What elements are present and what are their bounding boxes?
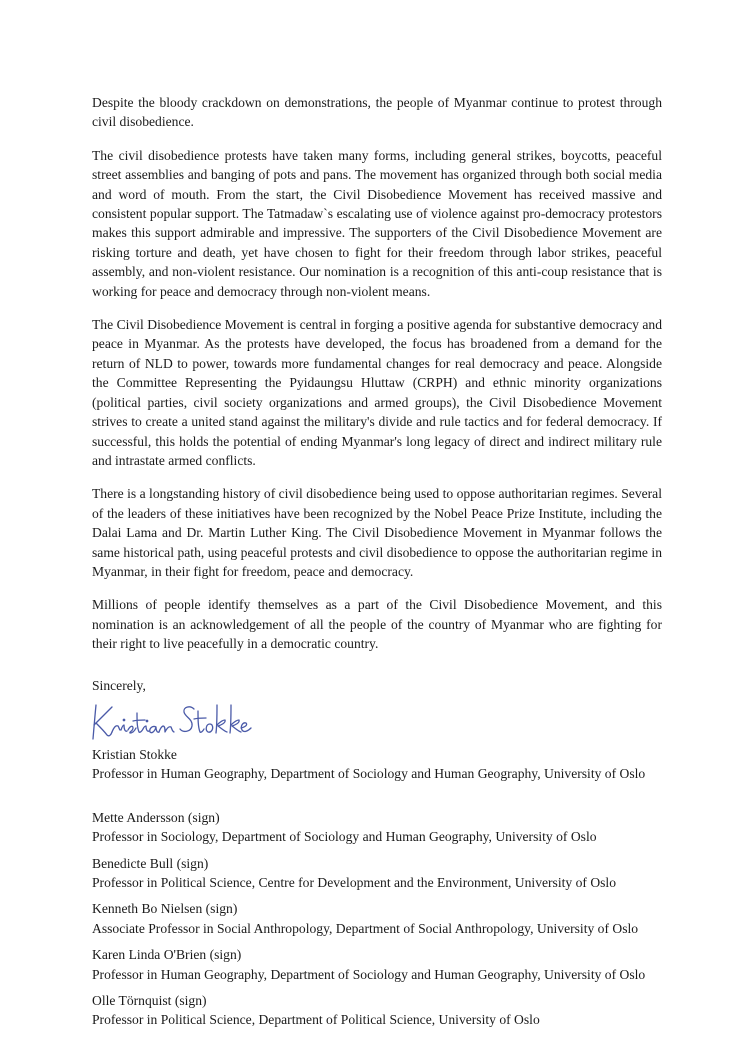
signer-title: Professor in Political Science, Department of Political Science, University of Oslo (92, 1012, 540, 1028)
signer-name: Mette Andersson (sign) (92, 809, 220, 825)
signer-title: Professor in Political Science, Centre for Development and the Environment, University of Oslo (92, 875, 616, 890)
paragraph-protest-forms: The civil disobedience protests have taken many forms, including general strikes, boycotts, peaceful street assemblies and banging of pots and pans. The movement has organized through both social media and word of mouth. From the start, the Civil Disobedience Movement has received massive and consistent popular support. The Tatmadaw`s escalating use of violence against pro-democracy protestors makes this support admirable and impressive. The supporters of the Civil Disobedience Movement are risking torture and death, yet have chosen to fight for their freedom through labor strikes, peaceful assembly, and non-violent resistance. Our nomination is a recognition of this anti-coup resistance that is working for peace and democracy through non-violent means. (92, 147, 662, 299)
signer-name: Benedicte Bull (sign) (92, 855, 209, 871)
signer-name: Karen Linda O'Brien (sign) (92, 947, 242, 963)
cosigner (92, 808, 662, 847)
signer-name: Olle Törnquist (sign) (92, 993, 207, 1009)
closing-salutation: Sincerely, (92, 677, 146, 693)
cosigner (92, 899, 662, 938)
cosigner (92, 945, 662, 984)
cosigner-list (92, 808, 662, 1030)
paragraph-positive-agenda: The Civil Disobedience Movement is central in forging a positive agenda for substantive democracy and peace in Myanmar. As the protests have developed, the focus has broadened from a demand for the return of NLD to power, towards more fundamental changes for real democracy and peace. Alongside the Committee Representing the Pyidaungsu Hluttaw (CRPH) and ethnic minority organizations (political parties, civil society organizations and armed groups), the Civil Disobedience Movement strives to create a united stand against the military's divide and rule tactics and for federal democracy. If successful, this holds the potential of ending Myanmar's long legacy of direct and indirect military rule and intrastate armed conflicts. (92, 317, 662, 468)
paragraph-intro: Despite the bloody crackdown on demonstrations, the people of Myanmar continue to protest through civil disobedience. (92, 95, 662, 130)
cosigner (92, 991, 662, 1030)
signer-title: Associate Professor in Social Anthropology, Department of Social Anthropology, University of Oslo (92, 920, 639, 936)
signer-title: Professor in Human Geography, Department of Sociology and Human Geography, University of Oslo (92, 966, 646, 982)
paragraph-acknowledgement: Millions of people identify themselves as a part of the Civil Disobedience Movement, and this nomination is an acknowledgement of all the people of the country of Myanmar who are fighting for their right to live peacefully in a democratic country. (92, 597, 662, 652)
cosigner (92, 854, 662, 893)
paragraph-history: There is a longstanding history of civil disobedience being used to oppose authoritarian regimes. Several of the leaders of these initiatives have been recognized by the Nobel Peace Prize Institute, including the Dalai Lama and Dr. Martin Luther King. The Civil Disobedience Movement in Myanmar follows the same historical path, using peaceful protests and civil disobedience to oppose the authoritarian regime in Myanmar, in their fight for freedom, peace and democracy. (92, 486, 662, 579)
signer-name: Kristian Stokke (92, 746, 177, 762)
primary-signer (92, 745, 662, 784)
signer-name: Kenneth Bo Nielsen (sign) (92, 901, 238, 917)
handwritten-signature (90, 699, 270, 743)
signer-title: Professor in Sociology, Department of Sociology and Human Geography, University of Oslo (92, 829, 597, 845)
signer-title: Professor in Human Geography, Department of Sociology and Human Geography, University of Oslo (92, 766, 646, 782)
letter-page (92, 93, 662, 1037)
